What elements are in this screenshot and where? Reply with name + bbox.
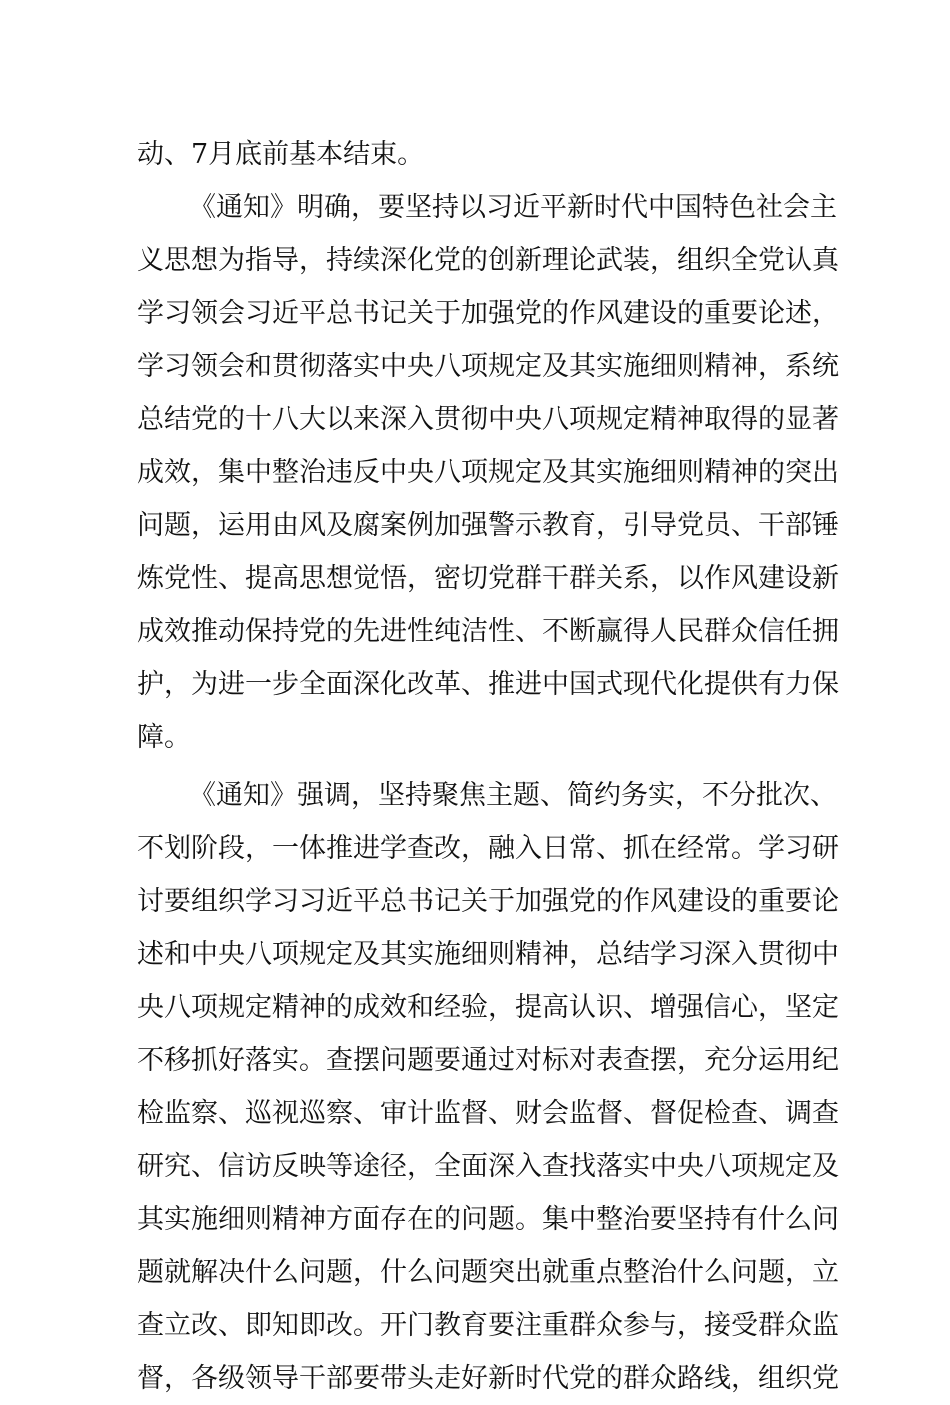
- text-line: 总结党的十八大以来深入贯彻中央八项规定精神取得的显著: [137, 404, 839, 435]
- text-line: 不划阶段，一体推进学查改，融入日常、抓在经常。学习研: [137, 833, 839, 864]
- paragraph: [137, 769, 839, 1405]
- text-line: 督，各级领导干部要带头走好新时代党的群众路线，组织党: [137, 1363, 839, 1394]
- text-line: 题就解决什么问题，什么问题突出就重点整治什么问题，立: [137, 1257, 839, 1288]
- text-line: 学习领会习近平总书记关于加强党的作风建设的重要论述，: [137, 298, 839, 329]
- text-line: 研究、信访反映等途径，全面深入查找落实中央八项规定及: [137, 1151, 839, 1182]
- text-line: 炼党性、提高思想觉悟，密切党群干群关系，以作风建设新: [137, 563, 839, 594]
- text-line: 问题，运用由风及腐案例加强警示教育，引导党员、干部锤: [137, 510, 839, 541]
- text-line: 述和中央八项规定及其实施细则精神，总结学习深入贯彻中: [137, 939, 839, 970]
- text-line: 检监察、巡视巡察、审计监督、财会监督、督促检查、调查: [137, 1098, 839, 1129]
- text-line: 不移抓好落实。查摆问题要通过对标对表查摆，充分运用纪: [137, 1045, 839, 1076]
- text-line: 央八项规定精神的成效和经验，提高认识、增强信心，坚定: [137, 992, 839, 1023]
- text-line: 《通知》强调，坚持聚焦主题、简约务实，不分批次、: [189, 780, 837, 811]
- text-line: 《通知》明确，要坚持以习近平新时代中国特色社会主: [189, 192, 837, 223]
- paragraph: [137, 181, 839, 764]
- text-line: 护，为进一步全面深化改革、推进中国式现代化提供有力保: [137, 669, 839, 700]
- text-line: 其实施细则精神方面存在的问题。集中整治要坚持有什么问: [137, 1204, 839, 1235]
- text-line: 动、7月底前基本结束。: [137, 139, 425, 170]
- text-line: 讨要组织学习习近平总书记关于加强党的作风建设的重要论: [137, 886, 839, 917]
- document-body: [137, 128, 839, 1405]
- text-line: 义思想为指导，持续深化党的创新理论武装，组织全党认真: [137, 245, 839, 276]
- text-line: 成效，集中整治违反中央八项规定及其实施细则精神的突出: [137, 457, 839, 488]
- text-line: 成效推动保持党的先进性纯洁性、不断赢得人民群众信任拥: [137, 616, 839, 647]
- text-line: 障。: [137, 722, 191, 753]
- paragraph: [137, 128, 813, 181]
- text-line: 查立改、即知即改。开门教育要注重群众参与，接受群众监: [137, 1310, 839, 1341]
- text-line: 学习领会和贯彻落实中央八项规定及其实施细则精神，系统: [137, 351, 839, 382]
